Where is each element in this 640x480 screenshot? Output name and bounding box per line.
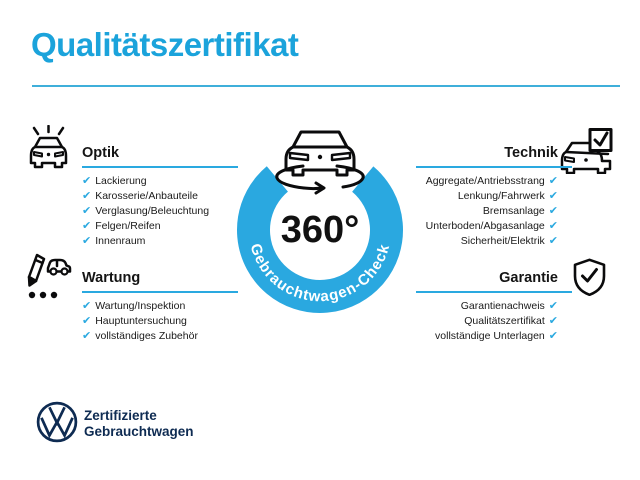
section-optik-divider xyxy=(82,166,238,168)
check-icon: ✔ xyxy=(82,235,92,247)
section-technik-divider xyxy=(416,166,572,168)
section-garantie-title: Garantie xyxy=(499,270,558,286)
check-icon: ✔ xyxy=(82,175,92,187)
list-item-label: Garantienachweis xyxy=(460,300,545,312)
check-icon: ✔ xyxy=(548,175,558,187)
list-item xyxy=(82,204,252,219)
section-technik-title: Technik xyxy=(504,145,558,161)
section-optik-title: Optik xyxy=(82,145,120,161)
check-icon: ✔ xyxy=(82,190,92,202)
list-item xyxy=(82,174,252,189)
list-item xyxy=(82,314,252,329)
section-wartung xyxy=(82,269,252,344)
section-optik xyxy=(82,144,252,249)
list-item-label: Unterboden/Abgasanlage xyxy=(425,220,545,232)
list-item-label: Lackierung xyxy=(95,175,147,187)
ring-label: Gebrauchtwagen-Check xyxy=(246,241,394,306)
footer-line1: Zertifizierte xyxy=(84,408,157,423)
check-icon: ✔ xyxy=(82,330,92,342)
degree-label: 360° xyxy=(280,209,360,251)
section-technik xyxy=(402,144,558,249)
section-garantie xyxy=(402,269,558,344)
car-rotation-icon xyxy=(277,132,364,193)
list-item-label: Hauptuntersuchung xyxy=(95,315,187,327)
list-item xyxy=(82,219,252,234)
section-garantie-divider xyxy=(416,291,572,293)
check-icon: ✔ xyxy=(548,300,558,312)
list-item-label: Qualitätszertifikat xyxy=(464,315,545,327)
list-item-label: Verglasung/Beleuchtung xyxy=(95,205,210,217)
section-wartung-title: Wartung xyxy=(82,270,141,286)
footer-brand-text xyxy=(84,408,194,440)
list-item-label: Sicherheit/Elektrik xyxy=(460,235,545,247)
vw-logo xyxy=(36,401,78,443)
list-item-label: Bremsanlage xyxy=(482,205,545,217)
check-icon: ✔ xyxy=(548,190,558,202)
list-item xyxy=(402,234,558,249)
list-item xyxy=(402,174,558,189)
list-item xyxy=(82,329,252,344)
check-icon: ✔ xyxy=(548,205,558,217)
check-icon: ✔ xyxy=(548,330,558,342)
list-item xyxy=(402,299,558,314)
list-item-label: Lenkung/Fahrwerk xyxy=(457,190,545,202)
check-icon: ✔ xyxy=(82,220,92,232)
page-title: Qualitätszertifikat xyxy=(31,26,299,63)
list-item xyxy=(82,299,252,314)
list-item-label: Innenraum xyxy=(95,235,146,247)
check-icon: ✔ xyxy=(82,205,92,217)
list-item-label: Felgen/Reifen xyxy=(95,220,161,232)
check-icon: ✔ xyxy=(82,315,92,327)
title-divider xyxy=(32,85,620,87)
car-front-shine-icon xyxy=(25,125,72,173)
list-item xyxy=(82,189,252,204)
list-item xyxy=(402,204,558,219)
list-item-label: Aggregate/Antriebsstrang xyxy=(425,175,545,187)
list-item xyxy=(82,234,252,249)
footer-line2: Gebrauchtwagen xyxy=(84,424,194,439)
list-item-label: vollständiges Zubehör xyxy=(95,330,198,342)
check-icon: ✔ xyxy=(82,300,92,312)
list-item xyxy=(402,329,558,344)
list-item-label: vollständige Unterlagen xyxy=(435,330,545,342)
check-icon: ✔ xyxy=(548,220,558,232)
check-icon: ✔ xyxy=(548,315,558,327)
list-item xyxy=(402,219,558,234)
list-item-label: Wartung/Inspektion xyxy=(95,300,186,312)
list-item-label: Karosserie/Anbauteile xyxy=(95,190,198,202)
shield-check-icon xyxy=(573,258,606,296)
list-item xyxy=(402,314,558,329)
check-icon: ✔ xyxy=(548,235,558,247)
inspection-checklist-icon xyxy=(24,252,72,302)
section-wartung-divider xyxy=(82,291,238,293)
list-item xyxy=(402,189,558,204)
